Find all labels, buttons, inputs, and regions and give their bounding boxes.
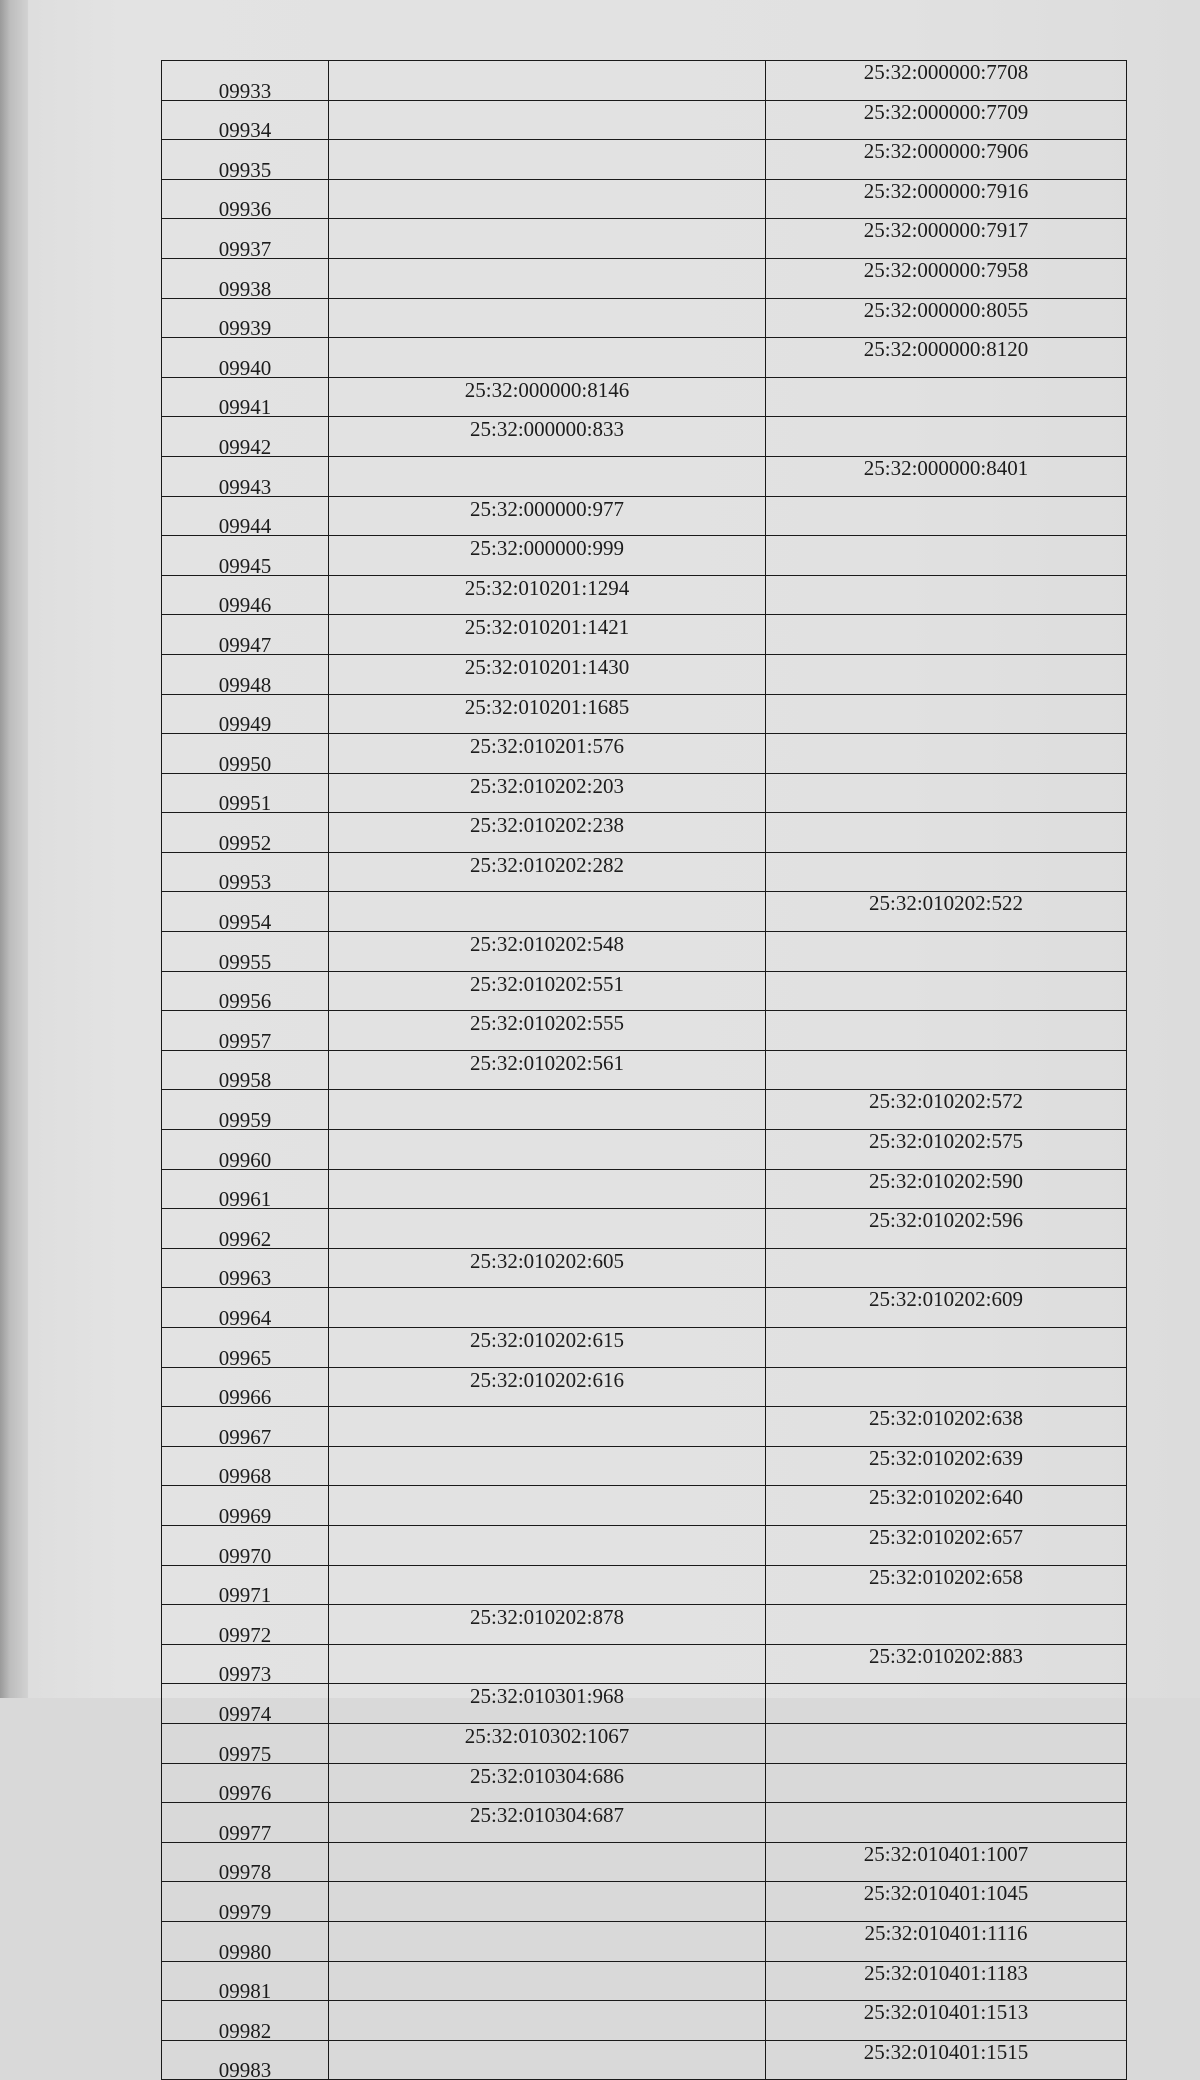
table-row [162, 892, 1127, 932]
cadastral-number-cell-a [329, 892, 766, 932]
cadastral-number-cell-b: 25:32:010202:638 [766, 1407, 1127, 1447]
cadastral-number-cell-a [329, 456, 766, 496]
table-row [162, 456, 1127, 496]
cadastral-number-cell-b [766, 1328, 1127, 1368]
cadastral-number-cell-b: 25:32:000000:8401 [766, 456, 1127, 496]
table-row [162, 1882, 1127, 1922]
table-row [162, 932, 1127, 972]
cadastral-number-cell-a: 25:32:010201:1430 [329, 654, 766, 694]
row-number-cell: 09965 [162, 1328, 329, 1368]
row-number-cell: 09940 [162, 338, 329, 378]
table-row [162, 417, 1127, 457]
row-number-cell: 09959 [162, 1090, 329, 1130]
table-row [162, 615, 1127, 655]
cadastral-number-cell-b: 25:32:010202:609 [766, 1288, 1127, 1328]
cadastral-number-cell-b: 25:32:010401:1515 [766, 2040, 1127, 2080]
table-row [162, 1763, 1127, 1803]
row-number-cell: 09951 [162, 773, 329, 813]
cadastral-number-cell-b: 25:32:000000:8120 [766, 338, 1127, 378]
cadastral-number-cell-b: 25:32:010202:590 [766, 1169, 1127, 1209]
cadastral-number-cell-a: 25:32:010201:576 [329, 734, 766, 774]
row-number-cell: 09954 [162, 892, 329, 932]
table-row [162, 1248, 1127, 1288]
cadastral-number-table [161, 60, 1127, 2080]
cadastral-number-cell-b: 25:32:000000:7958 [766, 258, 1127, 298]
table-row [162, 1723, 1127, 1763]
row-number-cell: 09949 [162, 694, 329, 734]
table-row [162, 100, 1127, 140]
cadastral-number-cell-a [329, 1209, 766, 1249]
cadastral-number-cell-a: 25:32:010301:968 [329, 1684, 766, 1724]
cadastral-number-cell-a [329, 258, 766, 298]
cadastral-number-cell-a: 25:32:010201:1421 [329, 615, 766, 655]
cadastral-number-cell-a: 25:32:010202:616 [329, 1367, 766, 1407]
cadastral-number-cell-a [329, 140, 766, 180]
cadastral-number-cell-a [329, 1407, 766, 1447]
cadastral-number-cell-a: 25:32:010202:282 [329, 852, 766, 892]
row-number-cell: 09950 [162, 734, 329, 774]
row-number-cell: 09958 [162, 1050, 329, 1090]
cadastral-number-cell-b: 25:32:010202:883 [766, 1644, 1127, 1684]
cadastral-number-cell-b [766, 1763, 1127, 1803]
table-row [162, 1130, 1127, 1170]
cadastral-number-cell-a [329, 1525, 766, 1565]
cadastral-number-cell-a: 25:32:010202:615 [329, 1328, 766, 1368]
table-row [162, 61, 1127, 101]
cadastral-number-cell-b [766, 813, 1127, 853]
cadastral-number-cell-a: 25:32:010202:555 [329, 1011, 766, 1051]
cadastral-number-cell-b: 25:32:000000:7906 [766, 140, 1127, 180]
row-number-cell: 09962 [162, 1209, 329, 1249]
table-row [162, 258, 1127, 298]
row-number-cell: 09960 [162, 1130, 329, 1170]
table-row [162, 1486, 1127, 1526]
cadastral-number-cell-a: 25:32:010304:687 [329, 1803, 766, 1843]
table-row [162, 1367, 1127, 1407]
cadastral-number-cell-a: 25:32:000000:8146 [329, 377, 766, 417]
table-row [162, 1050, 1127, 1090]
row-number-cell: 09983 [162, 2040, 329, 2080]
row-number-cell: 09943 [162, 456, 329, 496]
table-body [162, 61, 1127, 2080]
cadastral-number-cell-a: 25:32:000000:977 [329, 496, 766, 536]
cadastral-number-cell-a: 25:32:000000:999 [329, 536, 766, 576]
cadastral-number-cell-a [329, 1169, 766, 1209]
row-number-cell: 09935 [162, 140, 329, 180]
cadastral-number-cell-a [329, 1882, 766, 1922]
cadastral-number-cell-a [329, 100, 766, 140]
row-number-cell: 09967 [162, 1407, 329, 1447]
row-number-cell: 09944 [162, 496, 329, 536]
table-row [162, 1803, 1127, 1843]
row-number-cell: 09979 [162, 1882, 329, 1922]
cadastral-number-cell-b [766, 615, 1127, 655]
cadastral-number-cell-b: 25:32:010202:596 [766, 1209, 1127, 1249]
cadastral-number-cell-a [329, 1565, 766, 1605]
row-number-cell: 09981 [162, 1961, 329, 2001]
table-row [162, 734, 1127, 774]
row-number-cell: 09961 [162, 1169, 329, 1209]
table-row [162, 338, 1127, 378]
row-number-cell: 09952 [162, 813, 329, 853]
row-number-cell: 09980 [162, 1921, 329, 1961]
row-number-cell: 09964 [162, 1288, 329, 1328]
page-shadow-edge [0, 0, 28, 1698]
cadastral-number-cell-b: 25:32:010401:1116 [766, 1921, 1127, 1961]
cadastral-number-cell-b [766, 971, 1127, 1011]
row-number-cell: 09947 [162, 615, 329, 655]
cadastral-number-cell-a [329, 1921, 766, 1961]
cadastral-number-cell-b [766, 1011, 1127, 1051]
cadastral-number-cell-a [329, 1288, 766, 1328]
row-number-cell: 09978 [162, 1842, 329, 1882]
row-number-cell: 09938 [162, 258, 329, 298]
row-number-cell: 09969 [162, 1486, 329, 1526]
table-row [162, 1328, 1127, 1368]
cadastral-number-cell-a [329, 1090, 766, 1130]
cadastral-number-cell-b: 25:32:010401:1513 [766, 2001, 1127, 2041]
cadastral-number-cell-a: 25:32:010202:878 [329, 1605, 766, 1645]
row-number-cell: 09973 [162, 1644, 329, 1684]
row-number-cell: 09982 [162, 2001, 329, 2041]
row-number-cell: 09955 [162, 932, 329, 972]
cadastral-number-cell-b [766, 377, 1127, 417]
row-number-cell: 09957 [162, 1011, 329, 1051]
table-row [162, 1169, 1127, 1209]
row-number-cell: 09963 [162, 1248, 329, 1288]
table-row [162, 1921, 1127, 1961]
cadastral-number-cell-a: 25:32:010202:551 [329, 971, 766, 1011]
cadastral-number-cell-a [329, 1842, 766, 1882]
row-number-cell: 09953 [162, 852, 329, 892]
cadastral-number-cell-b [766, 1248, 1127, 1288]
row-number-cell: 09939 [162, 298, 329, 338]
cadastral-number-cell-a: 25:32:010201:1685 [329, 694, 766, 734]
row-number-cell: 09956 [162, 971, 329, 1011]
cadastral-number-cell-a [329, 179, 766, 219]
cadastral-number-cell-b: 25:32:010401:1045 [766, 1882, 1127, 1922]
cadastral-number-cell-a: 25:32:010304:686 [329, 1763, 766, 1803]
table-row [162, 654, 1127, 694]
table-row [162, 1446, 1127, 1486]
cadastral-number-cell-b: 25:32:000000:7916 [766, 179, 1127, 219]
cadastral-number-cell-b [766, 654, 1127, 694]
cadastral-number-cell-a [329, 298, 766, 338]
table-row [162, 694, 1127, 734]
table-row [162, 575, 1127, 615]
row-number-cell: 09948 [162, 654, 329, 694]
table-row [162, 298, 1127, 338]
cadastral-number-cell-b: 25:32:010202:572 [766, 1090, 1127, 1130]
row-number-cell: 09968 [162, 1446, 329, 1486]
row-number-cell: 09946 [162, 575, 329, 615]
cadastral-number-cell-a: 25:32:010302:1067 [329, 1723, 766, 1763]
cadastral-number-cell-b: 25:32:010401:1183 [766, 1961, 1127, 2001]
table-row [162, 1288, 1127, 1328]
cadastral-number-cell-b [766, 852, 1127, 892]
cadastral-number-cell-a: 25:32:000000:833 [329, 417, 766, 457]
row-number-cell: 09974 [162, 1684, 329, 1724]
table-row [162, 377, 1127, 417]
row-number-cell: 09966 [162, 1367, 329, 1407]
cadastral-number-cell-b [766, 1684, 1127, 1724]
row-number-cell: 09972 [162, 1605, 329, 1645]
cadastral-number-cell-b: 25:32:010202:657 [766, 1525, 1127, 1565]
row-number-cell: 09970 [162, 1525, 329, 1565]
cadastral-number-cell-b: 25:32:000000:7708 [766, 61, 1127, 101]
row-number-cell: 09945 [162, 536, 329, 576]
table-row [162, 1644, 1127, 1684]
row-number-cell: 09936 [162, 179, 329, 219]
cadastral-number-cell-b [766, 496, 1127, 536]
cadastral-number-cell-a [329, 219, 766, 259]
cadastral-number-cell-a: 25:32:010202:605 [329, 1248, 766, 1288]
row-number-cell: 09977 [162, 1803, 329, 1843]
row-number-cell: 09975 [162, 1723, 329, 1763]
table-row [162, 1605, 1127, 1645]
row-number-cell: 09934 [162, 100, 329, 140]
cadastral-number-cell-b: 25:32:010401:1007 [766, 1842, 1127, 1882]
table-row [162, 140, 1127, 180]
cadastral-number-cell-a [329, 1486, 766, 1526]
table-row [162, 971, 1127, 1011]
cadastral-number-cell-b: 25:32:010202:575 [766, 1130, 1127, 1170]
cadastral-number-cell-a [329, 2001, 766, 2041]
row-number-cell: 09976 [162, 1763, 329, 1803]
table-row [162, 1209, 1127, 1249]
row-number-cell: 09941 [162, 377, 329, 417]
row-number-cell: 09942 [162, 417, 329, 457]
cadastral-number-cell-b: 25:32:000000:7917 [766, 219, 1127, 259]
cadastral-number-cell-a: 25:32:010202:238 [329, 813, 766, 853]
cadastral-number-cell-b [766, 1050, 1127, 1090]
cadastral-number-cell-b: 25:32:010202:658 [766, 1565, 1127, 1605]
cadastral-number-cell-a [329, 1130, 766, 1170]
cadastral-number-cell-b [766, 932, 1127, 972]
cadastral-number-cell-a [329, 1446, 766, 1486]
table-row [162, 1011, 1127, 1051]
cadastral-number-cell-b [766, 536, 1127, 576]
cadastral-number-cell-b [766, 1723, 1127, 1763]
row-number-cell: 09933 [162, 61, 329, 101]
table-row [162, 773, 1127, 813]
cadastral-number-cell-b [766, 1803, 1127, 1843]
cadastral-number-cell-b [766, 1605, 1127, 1645]
table-row [162, 536, 1127, 576]
table-row [162, 852, 1127, 892]
table-row [162, 1525, 1127, 1565]
cadastral-number-cell-b [766, 734, 1127, 774]
row-number-cell: 09971 [162, 1565, 329, 1605]
cadastral-number-cell-a: 25:32:010202:561 [329, 1050, 766, 1090]
table-row [162, 179, 1127, 219]
table-row [162, 1407, 1127, 1447]
cadastral-number-cell-a [329, 2040, 766, 2080]
cadastral-number-cell-a: 25:32:010201:1294 [329, 575, 766, 615]
table-row [162, 813, 1127, 853]
cadastral-number-cell-b: 25:32:010202:640 [766, 1486, 1127, 1526]
cadastral-number-cell-b: 25:32:010202:522 [766, 892, 1127, 932]
cadastral-number-cell-b [766, 694, 1127, 734]
row-number-cell: 09937 [162, 219, 329, 259]
table-row [162, 2040, 1127, 2080]
table-row [162, 2001, 1127, 2041]
table-row [162, 219, 1127, 259]
cadastral-number-cell-b: 25:32:010202:639 [766, 1446, 1127, 1486]
table-row [162, 1684, 1127, 1724]
cadastral-number-cell-a [329, 1961, 766, 2001]
table-row [162, 496, 1127, 536]
table-row [162, 1090, 1127, 1130]
cadastral-number-cell-a: 25:32:010202:548 [329, 932, 766, 972]
cadastral-number-cell-b [766, 1367, 1127, 1407]
cadastral-number-cell-b: 25:32:000000:7709 [766, 100, 1127, 140]
table-row [162, 1565, 1127, 1605]
cadastral-number-cell-a: 25:32:010202:203 [329, 773, 766, 813]
cadastral-number-cell-a [329, 61, 766, 101]
table-row [162, 1961, 1127, 2001]
cadastral-number-cell-b [766, 773, 1127, 813]
cadastral-number-cell-a [329, 1644, 766, 1684]
cadastral-number-cell-b: 25:32:000000:8055 [766, 298, 1127, 338]
table-row [162, 1842, 1127, 1882]
cadastral-number-cell-a [329, 338, 766, 378]
cadastral-number-cell-b [766, 417, 1127, 457]
cadastral-number-cell-b [766, 575, 1127, 615]
